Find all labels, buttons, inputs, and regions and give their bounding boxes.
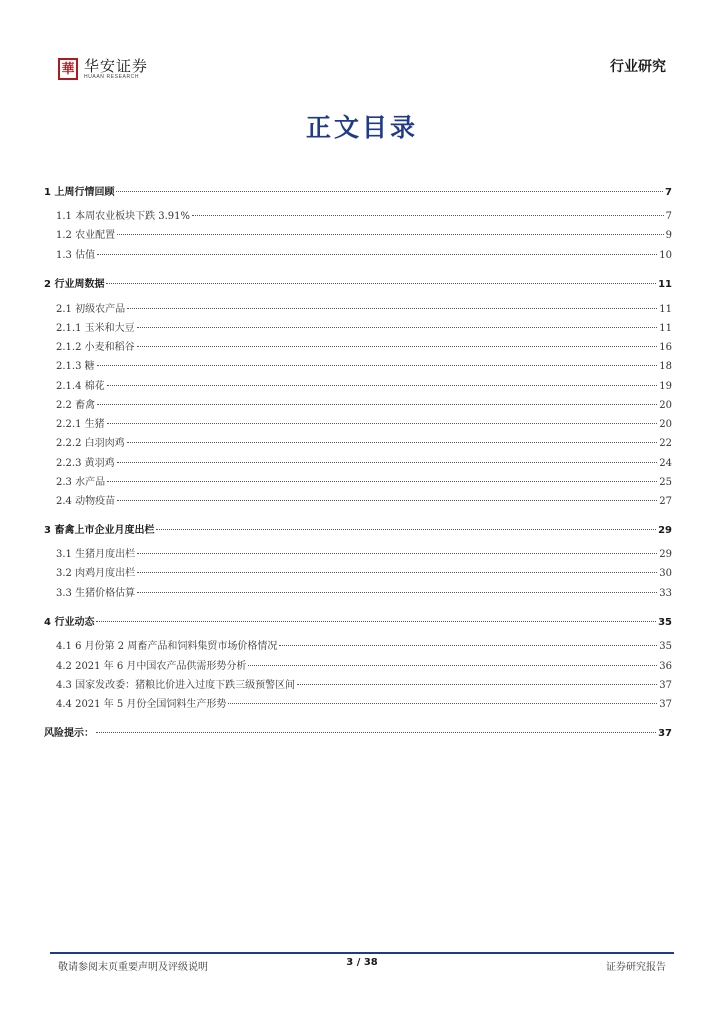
toc-entry[interactable] [44,616,672,630]
footer-disclaimer: 敬请参阅末页重要声明及评级说明 [58,962,208,973]
toc-entry-page: 37 [659,680,672,691]
toc-entry-page: 7 [665,211,672,222]
toc-entry-label: 1.3 估值 [56,250,96,261]
toc-leader-dots [137,572,657,573]
toc-leader-dots [137,346,658,347]
toc-entry[interactable] [44,476,672,490]
toc-entry-page: 11 [659,304,672,315]
toc-entry-label: 4.2 2021 年 6 月中国农产品供需形势分析 [56,661,247,672]
toc-entry-label: 1.2 农业配置 [56,230,116,241]
toc-entry[interactable] [44,679,672,693]
toc-entry-page: 36 [659,661,672,672]
toc-entry-page: 10 [659,250,672,261]
toc-entry-page: 11 [659,323,672,334]
toc-leader-dots [279,645,657,646]
toc-entry-page: 30 [659,568,672,579]
toc-entry-label: 风险提示： [44,728,94,739]
toc-entry[interactable] [44,380,672,394]
toc-entry-label: 3.3 生猪价格估算 [56,588,136,599]
logo-name-en: HUAAN RESEARCH [84,74,140,80]
toc-entry-label: 3 畜禽上市企业月度出栏 [44,525,155,536]
toc-entry-label: 2.2 畜禽 [56,400,96,411]
toc-entry[interactable] [44,186,672,200]
toc-entry-page: 24 [659,458,672,469]
toc-entry-label: 2.2.3 黄羽鸡 [56,458,115,469]
toc-entry-page: 22 [659,438,672,449]
toc-leader-dots [97,365,658,366]
toc-entry-page: 18 [659,361,672,372]
toc-entry-label: 1 上周行情回顾 [44,187,115,198]
toc-entry[interactable] [44,660,672,674]
toc-entry[interactable] [44,495,672,509]
toc-entry[interactable] [44,727,672,741]
toc-entry-label: 1.1 本周农业板块下跌 3.91% [56,211,191,222]
toc-entry-page: 35 [658,617,672,628]
toc-entry[interactable] [44,399,672,413]
toc-entry-label: 3.1 生猪月度出栏 [56,549,136,560]
toc-leader-dots [97,254,657,255]
toc-entry[interactable] [44,229,672,243]
toc-entry[interactable] [44,457,672,471]
toc-leader-dots [96,621,656,622]
toc-entry-page: 9 [665,230,672,241]
toc-entry-label: 2.4 动物疫苗 [56,496,116,507]
toc-leader-dots [117,500,657,501]
logo-seal-icon: 華 [58,58,78,80]
toc-entry-page: 35 [659,641,672,652]
toc-entry-page: 11 [658,279,672,290]
toc-leader-dots [127,308,657,309]
toc-leader-dots [117,462,658,463]
toc-entry[interactable] [44,418,672,432]
report-section-label: 行业研究 [610,59,666,75]
toc-entry[interactable] [44,587,672,601]
toc-leader-dots [107,423,658,424]
toc-entry-page: 16 [659,342,672,353]
toc-entry[interactable] [44,437,672,451]
toc-entry-page: 19 [659,381,672,392]
toc-leader-dots [116,191,663,192]
company-logo [58,58,148,80]
toc-leader-dots [192,215,664,216]
toc-entry-page: 25 [659,477,672,488]
toc-leader-dots [127,442,658,443]
toc-entry-page: 7 [665,187,672,198]
toc-entry-label: 2.1 初级农产品 [56,304,126,315]
toc-entry[interactable] [44,640,672,654]
toc-entry-label: 4.4 2021 年 5 月份全国饲料生产形势 [56,699,227,710]
toc-entry-page: 27 [659,496,672,507]
toc-leader-dots [106,283,656,284]
toc-entry-label: 2.1.1 玉米和大豆 [56,323,135,334]
page-title: 正文目录 [305,113,418,142]
toc-entry-label: 2.3 水产品 [56,477,106,488]
toc-leader-dots [228,703,657,704]
toc-entry-page: 37 [659,699,672,710]
toc-leader-dots [156,529,656,530]
toc-leader-dots [137,592,657,593]
toc-entry-label: 2.2.1 生猪 [56,419,105,430]
toc-entry[interactable] [44,249,672,263]
toc-leader-dots [248,665,657,666]
toc-leader-dots [97,404,657,405]
toc-entry[interactable] [44,360,672,374]
toc-entry[interactable] [44,278,672,292]
toc-entry-page: 29 [659,549,672,560]
toc-entry-label: 2 行业周数据 [44,279,105,290]
toc-entry-page: 20 [659,400,672,411]
toc-entry-page: 33 [659,588,672,599]
toc-entry[interactable] [44,341,672,355]
toc-entry-label: 4.3 国家发改委：猪粮比价进入过度下跌三级预警区间 [56,680,296,691]
toc-entry-page: 37 [658,728,672,739]
toc-leader-dots [137,327,658,328]
toc-entry[interactable] [44,698,672,712]
toc-entry[interactable] [44,303,672,317]
page-number: 3 / 38 [346,957,378,968]
toc-entry-page: 20 [659,419,672,430]
toc-entry[interactable] [44,567,672,581]
toc-entry-label: 2.2.2 白羽肉鸡 [56,438,125,449]
toc-entry[interactable] [44,322,672,336]
toc-entry[interactable] [44,524,672,538]
toc-leader-dots [96,732,656,733]
footer-divider [50,952,674,954]
toc-entry-label: 2.1.3 糖 [56,361,95,372]
toc-entry[interactable] [44,548,672,562]
toc-leader-dots [297,684,657,685]
toc-leader-dots [117,234,664,235]
toc-leader-dots [107,385,658,386]
toc-leader-dots [107,481,657,482]
footer-doc-type: 证券研究报告 [606,962,666,973]
toc-leader-dots [137,553,657,554]
logo-text [84,58,148,80]
toc-entry-label: 2.1.4 棉花 [56,381,105,392]
toc-entry-label: 3.2 肉鸡月度出栏 [56,568,136,579]
toc-entry[interactable] [44,210,672,224]
toc-entry-label: 4.1 6 月份第 2 周畜产品和饲料集贸市场价格情况 [56,641,278,652]
toc-entry-label: 2.1.2 小麦和稻谷 [56,342,135,353]
toc-entry-label: 4 行业动态 [44,617,95,628]
logo-name-cn: 华安证券 [84,57,149,75]
toc-entry-page: 29 [658,525,672,536]
